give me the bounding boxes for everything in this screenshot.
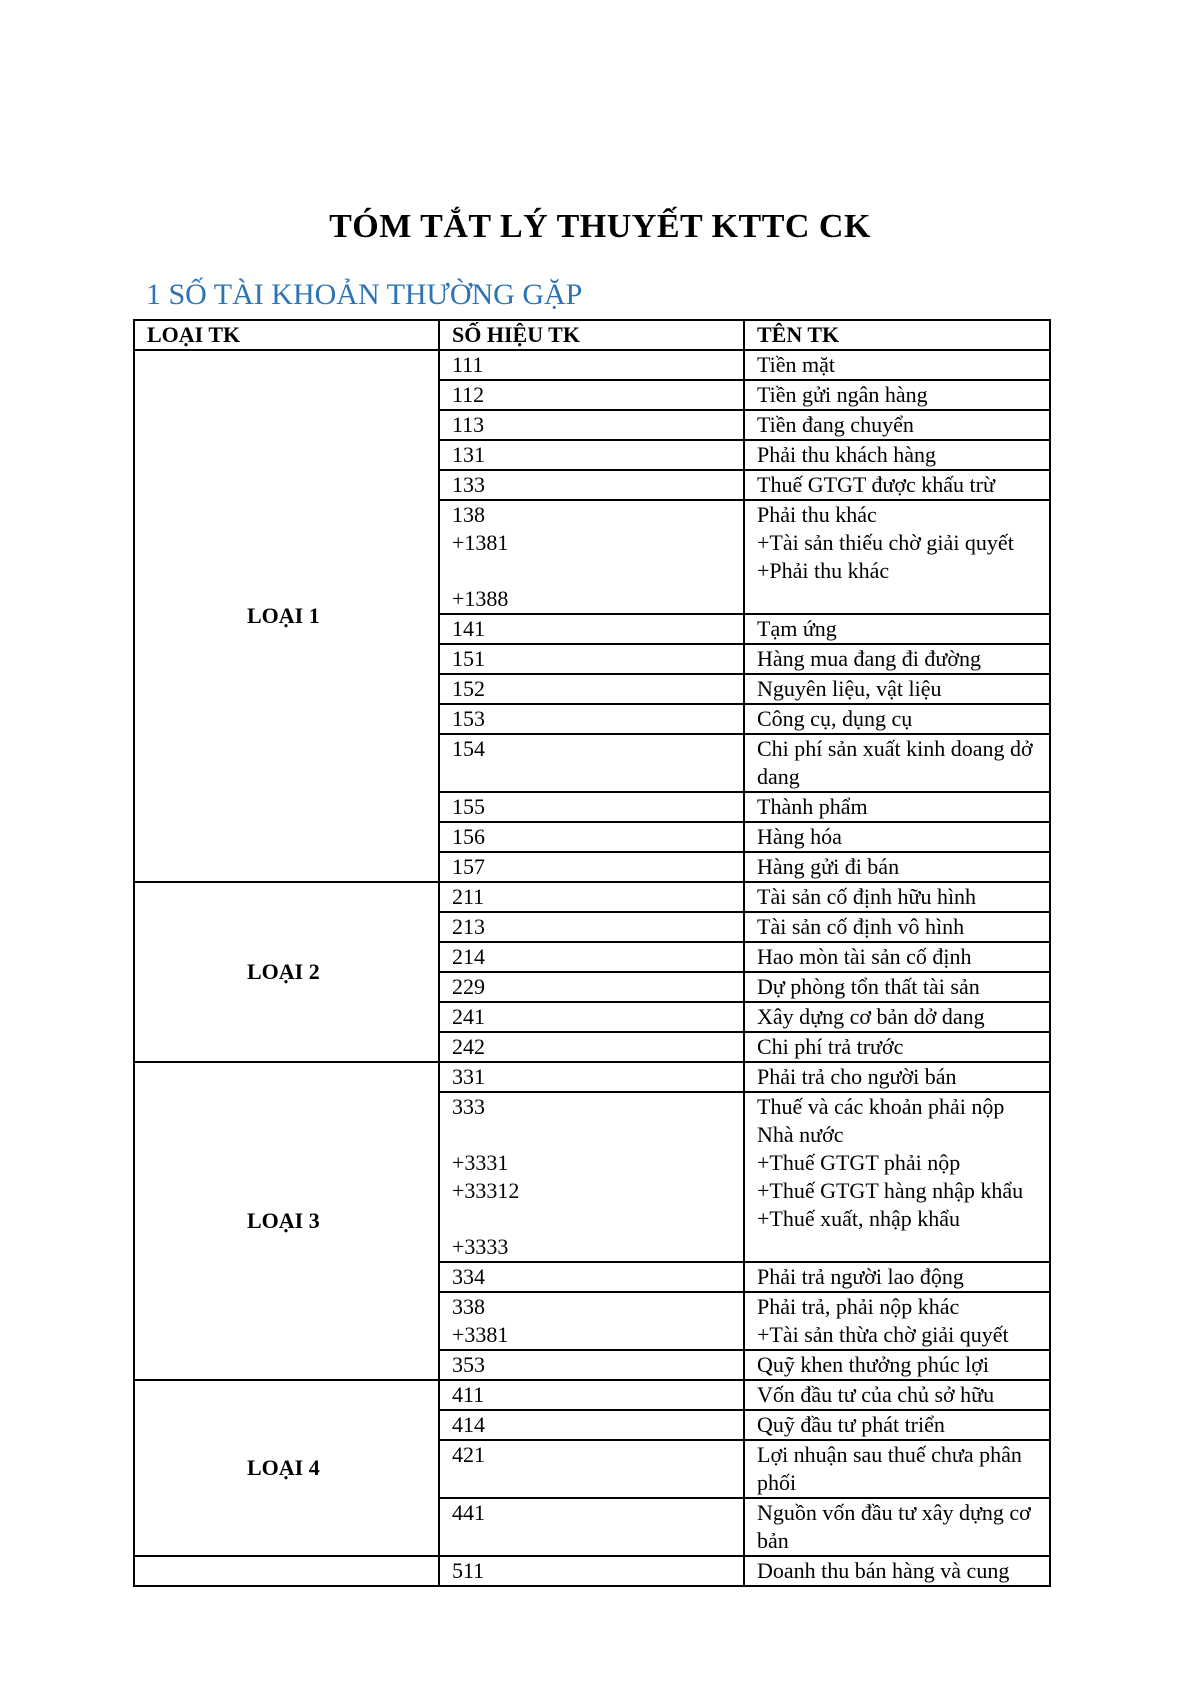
- account-name-cell: Chi phí trả trước: [744, 1032, 1050, 1062]
- account-name-cell: Chi phí sản xuất kinh doang dở dang: [744, 734, 1050, 792]
- account-code-cell: 153: [439, 704, 744, 734]
- account-code-cell: 151: [439, 644, 744, 674]
- account-name-cell: Dự phòng tổn thất tài sản: [744, 972, 1050, 1002]
- table-row: [134, 1556, 1050, 1586]
- page-title: TÓM TẮT LÝ THUYẾT KTTC CK: [329, 208, 871, 245]
- account-group-label: [134, 1556, 439, 1586]
- table-row: [134, 1062, 1050, 1092]
- account-name-cell: Quỹ đầu tư phát triển: [744, 1410, 1050, 1440]
- account-code-cell: 155: [439, 792, 744, 822]
- account-code-cell: 213: [439, 912, 744, 942]
- account-code-cell: 338 +3381: [439, 1292, 744, 1350]
- accounts-table: [133, 319, 1051, 1587]
- table-header-row: [134, 320, 1050, 350]
- account-code-cell: 211: [439, 882, 744, 912]
- account-name-cell: Hàng hóa: [744, 822, 1050, 852]
- table-row: [134, 350, 1050, 380]
- account-code-cell: 334: [439, 1262, 744, 1292]
- account-code-cell: 133: [439, 470, 744, 500]
- account-name-cell: Nguyên liệu, vật liệu: [744, 674, 1050, 704]
- account-name-cell: Thuế và các khoản phải nộp Nhà nước +Thuế GTGT phải nộp +Thuế GTGT hàng nhập khẩu +Thuế xuất, nhập khẩu: [744, 1092, 1050, 1262]
- account-group-label: LOẠI 2: [134, 882, 439, 1062]
- account-name-cell: Tài sản cố định vô hình: [744, 912, 1050, 942]
- account-code-cell: 229: [439, 972, 744, 1002]
- account-code-cell: 441: [439, 1498, 744, 1556]
- account-code-cell: 138 +1381 +1388: [439, 500, 744, 614]
- header-account-code: SỐ HIỆU TK: [439, 320, 744, 350]
- account-name-cell: Quỹ khen thưởng phúc lợi: [744, 1350, 1050, 1380]
- account-name-cell: Tiền mặt: [744, 350, 1050, 380]
- table-row: [134, 882, 1050, 912]
- header-account-type: LOẠI TK: [134, 320, 439, 350]
- account-name-cell: Doanh thu bán hàng và cung: [744, 1556, 1050, 1586]
- account-group-label: LOẠI 1: [134, 350, 439, 882]
- account-name-cell: Công cụ, dụng cụ: [744, 704, 1050, 734]
- account-name-cell: Lợi nhuận sau thuế chưa phân phối: [744, 1440, 1050, 1498]
- account-code-cell: 154: [439, 734, 744, 792]
- account-name-cell: Tiền gửi ngân hàng: [744, 380, 1050, 410]
- account-code-cell: 353: [439, 1350, 744, 1380]
- account-code-cell: 331: [439, 1062, 744, 1092]
- account-name-cell: Phải thu khác +Tài sản thiếu chờ giải quyết +Phải thu khác: [744, 500, 1050, 614]
- account-name-cell: Tạm ứng: [744, 614, 1050, 644]
- table-row: [134, 1380, 1050, 1410]
- account-group-label: LOẠI 4: [134, 1380, 439, 1556]
- account-code-cell: 214: [439, 942, 744, 972]
- account-code-cell: 112: [439, 380, 744, 410]
- account-name-cell: Vốn đầu tư của chủ sở hữu: [744, 1380, 1050, 1410]
- account-name-cell: Nguồn vốn đầu tư xây dựng cơ bản: [744, 1498, 1050, 1556]
- account-name-cell: Thành phẩm: [744, 792, 1050, 822]
- account-group-label: LOẠI 3: [134, 1062, 439, 1380]
- account-name-cell: Hàng gửi đi bán: [744, 852, 1050, 882]
- account-code-cell: 152: [439, 674, 744, 704]
- account-code-cell: 242: [439, 1032, 744, 1062]
- account-name-cell: Tài sản cố định hữu hình: [744, 882, 1050, 912]
- section-heading: 1 SỐ TÀI KHOẢN THƯỜNG GẶP: [146, 278, 583, 311]
- account-name-cell: Phải trả người lao động: [744, 1262, 1050, 1292]
- account-code-cell: 511: [439, 1556, 744, 1586]
- account-code-cell: 333 +3331 +33312 +3333: [439, 1092, 744, 1262]
- account-code-cell: 411: [439, 1380, 744, 1410]
- account-code-cell: 414: [439, 1410, 744, 1440]
- account-name-cell: Phải thu khách hàng: [744, 440, 1050, 470]
- table-body: [134, 350, 1050, 1586]
- account-code-cell: 156: [439, 822, 744, 852]
- account-name-cell: Xây dựng cơ bản dở dang: [744, 1002, 1050, 1032]
- account-code-cell: 111: [439, 350, 744, 380]
- account-name-cell: Phải trả, phải nộp khác +Tài sản thừa chờ giải quyết: [744, 1292, 1050, 1350]
- account-name-cell: Hàng mua đang đi đường: [744, 644, 1050, 674]
- account-name-cell: Tiền đang chuyển: [744, 410, 1050, 440]
- account-code-cell: 113: [439, 410, 744, 440]
- header-account-name: TÊN TK: [744, 320, 1050, 350]
- account-code-cell: 131: [439, 440, 744, 470]
- account-code-cell: 421: [439, 1440, 744, 1498]
- account-code-cell: 141: [439, 614, 744, 644]
- account-name-cell: Hao mòn tài sản cố định: [744, 942, 1050, 972]
- account-name-cell: Thuế GTGT được khấu trừ: [744, 470, 1050, 500]
- account-name-cell: Phải trả cho người bán: [744, 1062, 1050, 1092]
- account-code-cell: 157: [439, 852, 744, 882]
- account-code-cell: 241: [439, 1002, 744, 1032]
